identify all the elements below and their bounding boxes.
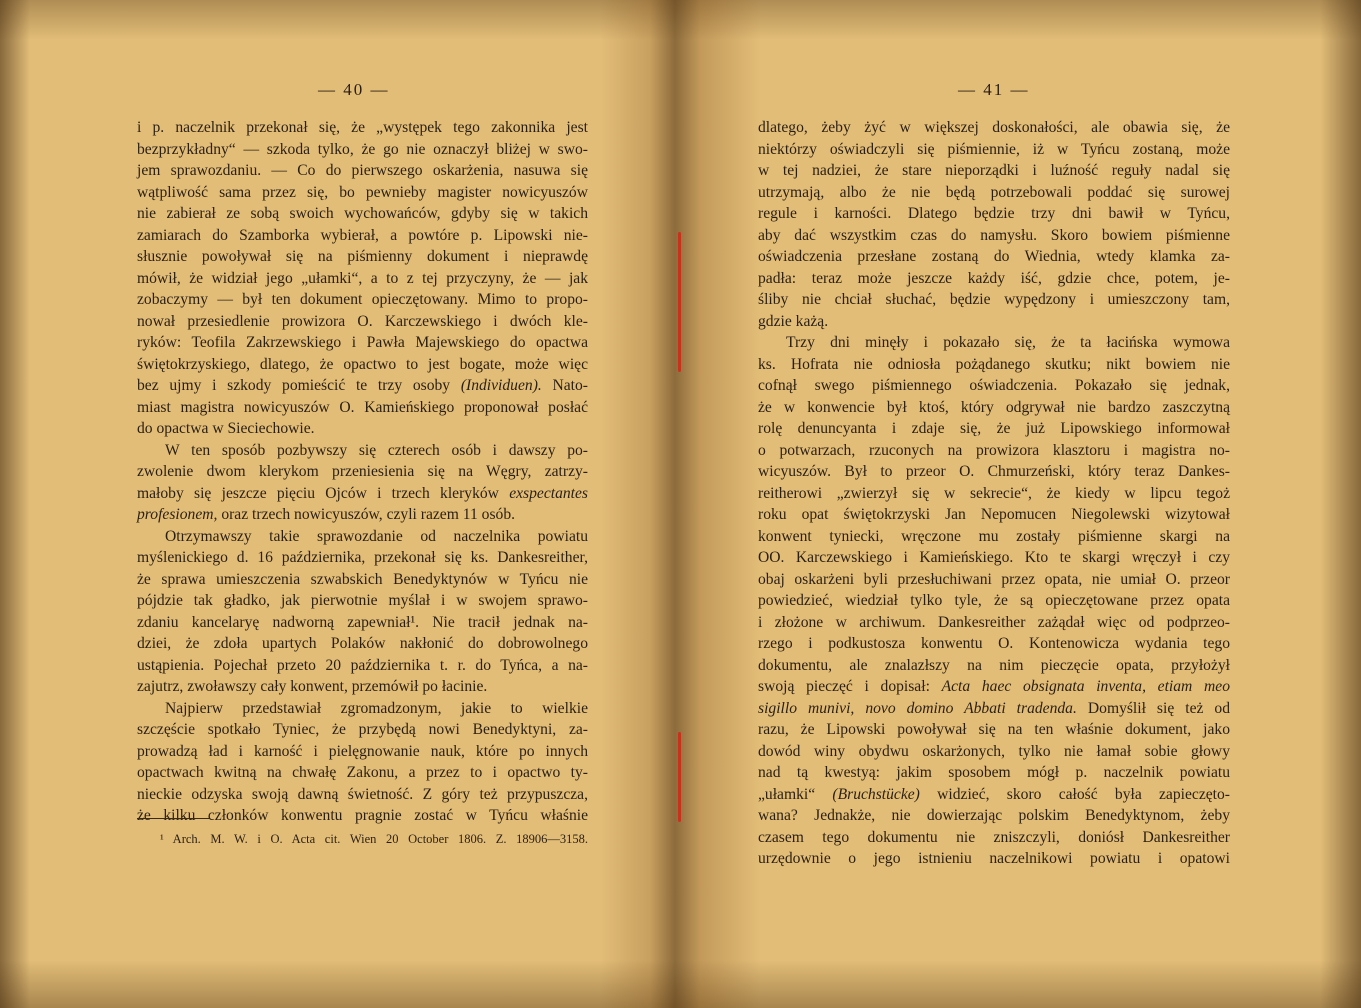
text-line bbox=[758, 784, 1230, 806]
text-line bbox=[137, 375, 588, 397]
text-line: dokumentu, ale znalazłszy na nim pieczęcie opata, przyłożył bbox=[758, 656, 1230, 674]
text-line: nował przesiedlenie prowizora O. Karczewskiego i dwóch kle- bbox=[137, 312, 588, 330]
footnote: ¹ Arch. M. W. i O. Acta cit. Wien 20 October 1806. Z. 18906—3158. bbox=[160, 832, 588, 846]
text-line: pójdzie tak gładko, jak pierwotnie myślał i w swojem sprawo- bbox=[137, 592, 588, 609]
text-line: miast magistra nowicyuszów O. Kamieńskiego proponował posłać bbox=[137, 398, 588, 416]
text-line: rzego i podkustosza konwentu O. Kontenowicza wydania tego bbox=[758, 635, 1230, 652]
text-span: oraz trzech nowicyuszów, czyli razem 11 osób. bbox=[217, 506, 516, 523]
text-span: „ułamki“ bbox=[758, 785, 833, 803]
left-page bbox=[0, 0, 675, 1008]
text-line: powiedzieć, wiedział tylko tyle, że są opieczętowane przez opata bbox=[758, 592, 1230, 609]
text-line: i p. naczelnik przekonał się, że „występek tego zakonnika jest bbox=[137, 119, 588, 136]
text-line: OO. Karczewskiego i Kamieńskiego. Kto te skargi wręczył i czy bbox=[758, 549, 1230, 566]
text-line: śliby nie chciał słuchać, będzie wypędzony i umieszczony tam, bbox=[758, 291, 1230, 308]
text-line: że sprawa umieszczenia szwabskich Benedyktynów w Tyńcu nie bbox=[137, 570, 588, 588]
text-line: dziei, że zdoła upartych Polaków nakłonić do dobrowolnego bbox=[137, 635, 588, 652]
italic-text: exspectantes bbox=[509, 484, 588, 502]
text-line: wana? Jednakże, nie dowierzając polskim Benedyktynom, żeby bbox=[758, 807, 1230, 824]
text-span: swoją pieczęć i dopisał: bbox=[758, 678, 942, 695]
text-span: widzieć, skoro całość była zapieczęto- bbox=[919, 785, 1230, 803]
italic-text: sigillo munivi, novo domino Abbati tradenda. bbox=[758, 699, 1077, 717]
text-line: niektórzy oświadczyli się piśmiennie, iż w Tyńcu zostaną, może bbox=[758, 140, 1230, 158]
italic-text: Acta haec obsignata inventa, etiam meo bbox=[941, 678, 1230, 695]
page-body-text bbox=[758, 117, 1230, 870]
text-line: gdzie każą. bbox=[758, 312, 829, 330]
text-line: że kilku członków konwentu pragnie zostać w Tyńcu właśnie bbox=[137, 807, 588, 824]
text-line: roku opat świętokrzyski Jan Nepomucen Niegolewski wizytował bbox=[758, 506, 1230, 523]
text-line: bezprzykładny“ — szkoda tylko, że go nie oznaczył bliżej w swo- bbox=[137, 140, 588, 158]
text-line: myślenickiego d. 16 października, przekonał się ks. Dankesreither, bbox=[137, 549, 588, 566]
italic-text: (Individuen). bbox=[460, 377, 542, 394]
text-line bbox=[137, 483, 588, 505]
footnote-rule bbox=[137, 818, 209, 819]
text-line: zamiarach do Szamborka wybierał, a powtóre p. Lipowski nie- bbox=[137, 226, 588, 244]
text-span: Nato- bbox=[541, 377, 588, 394]
text-line: świętokrzyskiego, dlatego, że opactwo to jest bogate, może więc bbox=[137, 355, 588, 373]
text-line: dowód winy obydwu oskarżonych, tylko nie łamał sobie głowy bbox=[758, 742, 1230, 760]
text-line: czasem tego dokumentu nie zniszczyli, doniósł Dankesreither bbox=[758, 828, 1230, 846]
text-line: cofnął swego piśmiennego oświadczenia. Pokazało się jednak, bbox=[758, 377, 1230, 394]
text-line: regule i karności. Dlatego będzie trzy dni bawił w Tyńcu, bbox=[758, 205, 1230, 222]
page-number: — 41 — bbox=[958, 80, 1030, 99]
text-line: wicyuszów. Był to przeor O. Chmurzeński, który teraz Dankes- bbox=[758, 463, 1230, 480]
right-page bbox=[675, 0, 1361, 1008]
text-line: do opactwa w Sieciechowie. bbox=[137, 420, 315, 437]
text-line: W ten sposób pozbywszy się czterech osób i dawszy po- bbox=[165, 441, 588, 459]
text-line: mówił, że widział jego „ułamki“, a to z tej przyczyny, że — jak bbox=[137, 269, 588, 287]
text-line: urzędownie o jego istnieniu naczelnikowi powiatu i opatowi bbox=[758, 850, 1230, 867]
text-line: Otrzymawszy takie sprawozdanie od naczelnika powiatu bbox=[165, 527, 588, 545]
text-line: utrzymają, albo że nie będą potrzebowali poddać się surowej bbox=[758, 183, 1230, 201]
text-span: bez ujmy i szkody pomieścić te trzy osoby bbox=[137, 377, 461, 394]
text-line: obaj oskarżeni byli przesłuchiwani przez opata, nie umiał O. przeor bbox=[758, 570, 1230, 588]
text-line: ryków: Teofila Zakrzewskiego i Pawła Majewskiego do opactwa bbox=[137, 334, 588, 351]
text-line: prowadzą ład i karność i pielęgnowanie nauk, które po innych bbox=[137, 742, 588, 760]
text-line: wątpliwość sama przez się, bo pewnieby magister nowicyuszów bbox=[137, 183, 588, 201]
text-line: nad tą kwestyą: jakim sposobem mógł p. naczelnik powiatu bbox=[758, 764, 1230, 781]
page-body-text bbox=[137, 117, 588, 827]
text-line: słusznie powoływał się na piśmienny dokument i nieprawdę bbox=[137, 248, 588, 265]
text-line bbox=[758, 676, 1230, 698]
text-line: i złożone w archiwum. Dankesreither zażądał więc od podprzeo- bbox=[758, 613, 1230, 631]
text-line: szczęście spotkało Tyniec, że przybędą nowi Benedyktyni, za- bbox=[137, 721, 588, 738]
text-line: nie zabierał ze sobą swoich wychowańców, gdyby się w takich bbox=[137, 205, 588, 222]
text-line: opactwach kwitną na chwałę Zakonu, a przez to i opactwo ty- bbox=[137, 764, 588, 781]
text-line: padła: teraz może jeszcze każdy iść, gdzie chce, potem, je- bbox=[758, 269, 1230, 287]
text-line: w tej nadziei, że stare nieporządki i luźność reguły nadal się bbox=[758, 162, 1230, 179]
text-line bbox=[137, 504, 588, 526]
page-number: — 40 — bbox=[318, 80, 390, 99]
text-span: Domyślił się też od bbox=[1076, 699, 1230, 717]
text-line: aby dać wszystkim czas do namysłu. Skoro bowiem piśmienne bbox=[758, 226, 1230, 244]
text-line: rolę denuncyanta i zdaje się, że już Lipowskiego informował bbox=[758, 420, 1230, 437]
text-line: że w konwencie był ktoś, który odgrywał nie bardzo zaszczytną bbox=[758, 398, 1230, 416]
text-line: razu, że Lipowski powoływał się na ten właśnie dokument, jako bbox=[758, 721, 1230, 738]
text-line: zobaczymy — był ten dokument opieczętowany. Mimo to propo- bbox=[137, 291, 588, 308]
text-line: konwent tyniecki, wręczone mu zostały piśmienne skargi na bbox=[758, 527, 1230, 545]
text-line: Najpierw przedstawiał zgromadzonym, jakie to wielkie bbox=[165, 699, 588, 717]
text-line bbox=[758, 698, 1230, 720]
text-line: o potwarzach, rzuconych na prowizora klasztoru i magistra no- bbox=[758, 441, 1230, 459]
text-line: oświadczenia przesłane zostaną do Wiednia, wtedy klamka za- bbox=[758, 248, 1230, 265]
text-line: ks. Hofrata nie odniosła pożądanego skutku; nikt bowiem nie bbox=[758, 355, 1230, 373]
text-line: zajutrz, zwoławszy cały konwent, przemówił po łacinie. bbox=[137, 678, 488, 695]
text-line: zdaniu kancelaryę nadworną zapewniał¹. Nie tracił jednak na- bbox=[137, 613, 588, 631]
text-line: nieckie odzyska swoją dawną świetność. Z góry też przypuszcza, bbox=[137, 785, 588, 803]
text-line: ustąpienia. Pojechał przeto 20 października t. r. do Tyńca, a na- bbox=[137, 656, 588, 674]
text-line: reitherowi „zwierzył się w sekrecie“, że kiedy w lipcu tegoż bbox=[758, 484, 1230, 502]
text-span: małoby się jeszcze pięciu Ojców i trzech kleryków bbox=[137, 484, 510, 502]
text-line: Trzy dni minęły i pokazało się, że ta łacińska wymowa bbox=[786, 334, 1230, 351]
text-line: zwolenie dwom klerykom przeniesienia się na Węgry, zatrzy- bbox=[137, 463, 588, 480]
text-line: dlatego, żeby żyć w większej doskonałości, ale obawia się, że bbox=[758, 119, 1230, 136]
text-line: jem sprawozdaniu. — Co do pierwszego oskarżenia, nasuwa się bbox=[137, 162, 588, 179]
italic-text: profesionem, bbox=[137, 506, 218, 523]
italic-text: (Bruchstücke) bbox=[832, 785, 920, 803]
